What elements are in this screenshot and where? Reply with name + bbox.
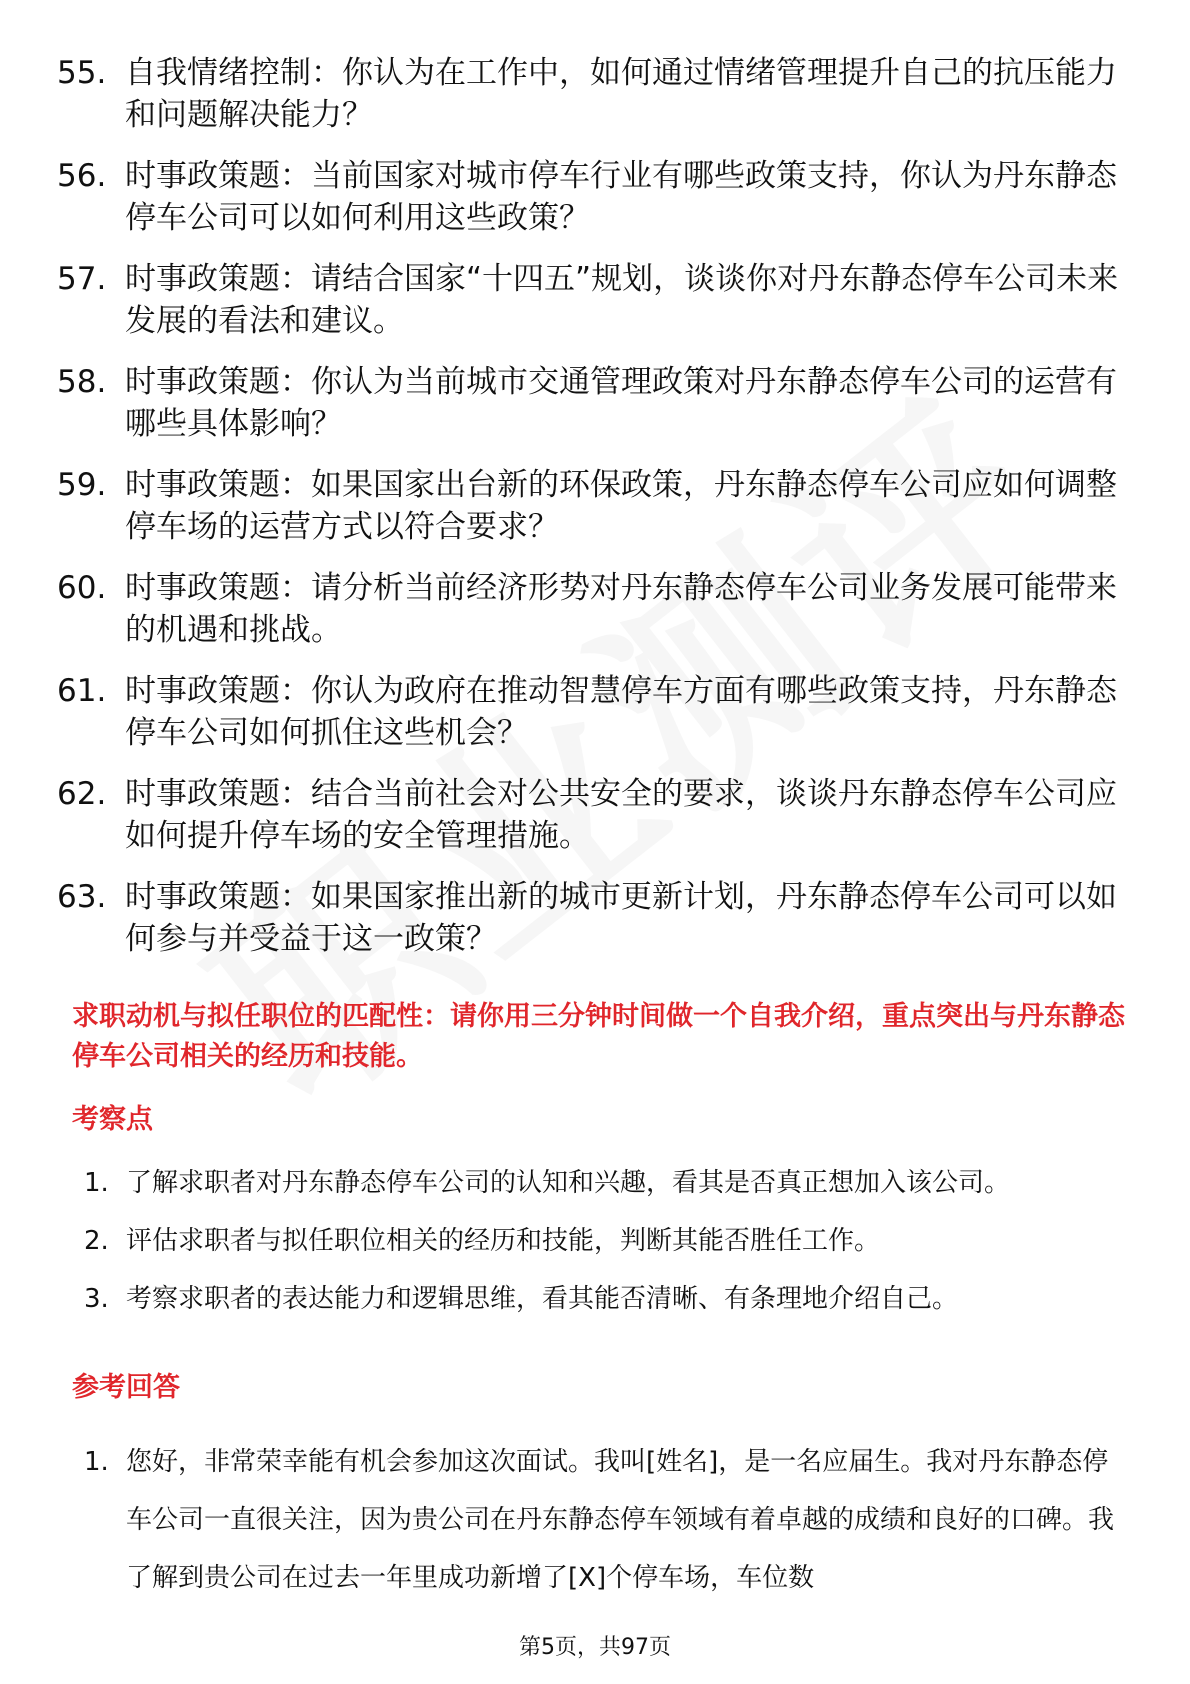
question-item xyxy=(57,670,1137,754)
question-number: 57. xyxy=(57,261,107,297)
question-text: 时事政策题：请结合国家“十四五”规划，谈谈你对丹东静态停车公司未来发展的看法和建议。 xyxy=(125,261,1119,339)
list-item-text: 了解求职者对丹东静态停车公司的认知和兴趣，看其是否真正想加入该公司。 xyxy=(126,1168,1011,1198)
points-heading: 考察点 xyxy=(72,1104,153,1135)
list-item-number: 1. xyxy=(84,1447,109,1477)
list-item xyxy=(84,1281,1144,1317)
page-footer: 第5页，共97页 xyxy=(519,1635,671,1660)
question-number: 59. xyxy=(57,467,107,503)
question-item xyxy=(57,155,1137,239)
question-item xyxy=(57,567,1137,651)
list-item xyxy=(84,1223,1144,1259)
list-item-number: 2. xyxy=(84,1226,109,1256)
question-number: 58. xyxy=(57,364,107,400)
answer-list xyxy=(84,1433,1134,1607)
question-item xyxy=(57,876,1137,960)
question-list xyxy=(57,52,1137,979)
question-number: 62. xyxy=(57,776,107,812)
question-text: 时事政策题：当前国家对城市停车行业有哪些政策支持，你认为丹东静态停车公司可以如何利用这些政策？ xyxy=(125,158,1117,236)
question-item xyxy=(57,464,1137,548)
question-text: 时事政策题：如果国家推出新的城市更新计划，丹东静态停车公司可以如何参与并受益于这一政策？ xyxy=(125,879,1117,957)
question-number: 55. xyxy=(57,55,107,91)
question-item xyxy=(57,258,1137,342)
list-item-number: 3. xyxy=(84,1284,109,1314)
question-text: 时事政策题：请分析当前经济形势对丹东静态停车公司业务发展可能带来的机遇和挑战。 xyxy=(125,570,1117,648)
list-item xyxy=(84,1433,1134,1607)
highlight-question: 求职动机与拟任职位的匹配性：请你用三分钟时间做一个自我介绍，重点突出与丹东静态停车公司相关的经历和技能。 xyxy=(72,1001,1125,1072)
question-number: 56. xyxy=(57,158,107,194)
question-number: 60. xyxy=(57,570,107,606)
list-item xyxy=(84,1165,1144,1201)
question-text: 时事政策题：如果国家出台新的环保政策，丹东静态停车公司应如何调整停车场的运营方式以符合要求？ xyxy=(125,467,1117,545)
list-item-number: 1. xyxy=(84,1168,109,1198)
list-item-text: 您好，非常荣幸能有机会参加这次面试。我叫[姓名]，是一名应届生。我对丹东静态停车公司一直很关注，因为贵公司在丹东静态停车领域有着卓越的成绩和良好的口碑。我了解到贵公司在过去一年里成功新增了[X]个停车场，车位数 xyxy=(126,1447,1115,1593)
question-text: 自我情绪控制：你认为在工作中，如何通过情绪管理提升自己的抗压能力和问题解决能力？ xyxy=(125,55,1117,133)
answer-heading: 参考回答 xyxy=(72,1372,180,1403)
question-item xyxy=(57,361,1137,445)
question-number: 61. xyxy=(57,673,107,709)
list-item-text: 评估求职者与拟任职位相关的经历和技能，判断其能否胜任工作。 xyxy=(126,1226,881,1256)
question-text: 时事政策题：你认为当前城市交通管理政策对丹东静态停车公司的运营有哪些具体影响？ xyxy=(125,364,1117,442)
question-item xyxy=(57,52,1137,136)
question-text: 时事政策题：结合当前社会对公共安全的要求，谈谈丹东静态停车公司应如何提升停车场的安全管理措施。 xyxy=(125,776,1117,854)
question-text: 时事政策题：你认为政府在推动智慧停车方面有哪些政策支持，丹东静态停车公司如何抓住这些机会？ xyxy=(125,673,1117,751)
question-number: 63. xyxy=(57,879,107,915)
list-item-text: 考察求职者的表达能力和逻辑思维，看其能否清晰、有条理地介绍自己。 xyxy=(126,1284,959,1314)
question-item xyxy=(57,773,1137,857)
points-list xyxy=(84,1165,1144,1339)
